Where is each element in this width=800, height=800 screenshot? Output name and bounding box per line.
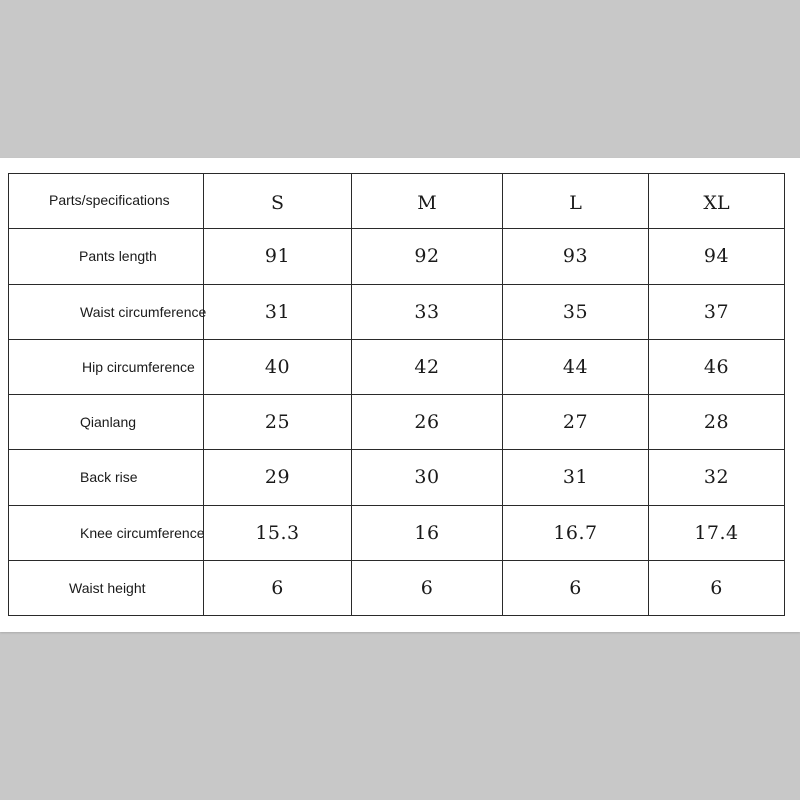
table-cell: 40 (204, 339, 352, 394)
table-row (9, 339, 785, 394)
table-cell: 37 (649, 284, 785, 339)
table-row (9, 395, 785, 450)
row-label: Waist circumference (9, 284, 204, 339)
table-cell: 31 (503, 450, 649, 505)
table-cell: 17.4 (649, 505, 785, 560)
size-chart-sheet (0, 158, 800, 632)
table-cell: 27 (503, 395, 649, 450)
table-cell: 46 (649, 339, 785, 394)
table-cell: 25 (204, 395, 352, 450)
table-header-row (9, 174, 785, 229)
header-size-label: M (417, 192, 437, 214)
row-label: Back rise (9, 450, 204, 505)
table-row (9, 284, 785, 339)
table-row (9, 229, 785, 284)
row-label: Knee circumference (9, 505, 204, 560)
row-label: Qianlang (9, 395, 204, 450)
header-corner-text: Parts/specifications (49, 192, 170, 208)
table-cell: 6 (649, 560, 785, 615)
header-size-label: S (270, 192, 285, 214)
header-size-l (503, 174, 649, 229)
table-cell: 93 (503, 229, 649, 284)
table-cell: 16.7 (503, 505, 649, 560)
table-cell: 16 (352, 505, 503, 560)
header-size-label: L (569, 192, 582, 214)
table-cell: 33 (352, 284, 503, 339)
row-label: Waist height (9, 560, 204, 615)
table-cell: 31 (204, 284, 352, 339)
header-size-label: XL (703, 192, 730, 214)
table-cell: 42 (352, 339, 503, 394)
header-size-xl (649, 174, 785, 229)
table-cell: 6 (352, 560, 503, 615)
table-cell: 91 (204, 229, 352, 284)
table-row (9, 505, 785, 560)
size-chart-table (8, 173, 785, 616)
table-row (9, 560, 785, 615)
table-cell: 6 (503, 560, 649, 615)
table-cell: 29 (204, 450, 352, 505)
table-cell: 6 (204, 560, 352, 615)
table-cell: 44 (503, 339, 649, 394)
header-parts-specifications (9, 174, 204, 229)
table-cell: 32 (649, 450, 785, 505)
row-label: Pants length (9, 229, 204, 284)
table-cell: 92 (352, 229, 503, 284)
table-cell: 35 (503, 284, 649, 339)
header-size-m (352, 174, 503, 229)
table-cell: 28 (649, 395, 785, 450)
table-row (9, 450, 785, 505)
table-cell: 30 (352, 450, 503, 505)
table-cell: 26 (352, 395, 503, 450)
table-cell: 15.3 (204, 505, 352, 560)
header-size-s (204, 174, 352, 229)
row-label: Hip circumference (9, 339, 204, 394)
table-cell: 94 (649, 229, 785, 284)
